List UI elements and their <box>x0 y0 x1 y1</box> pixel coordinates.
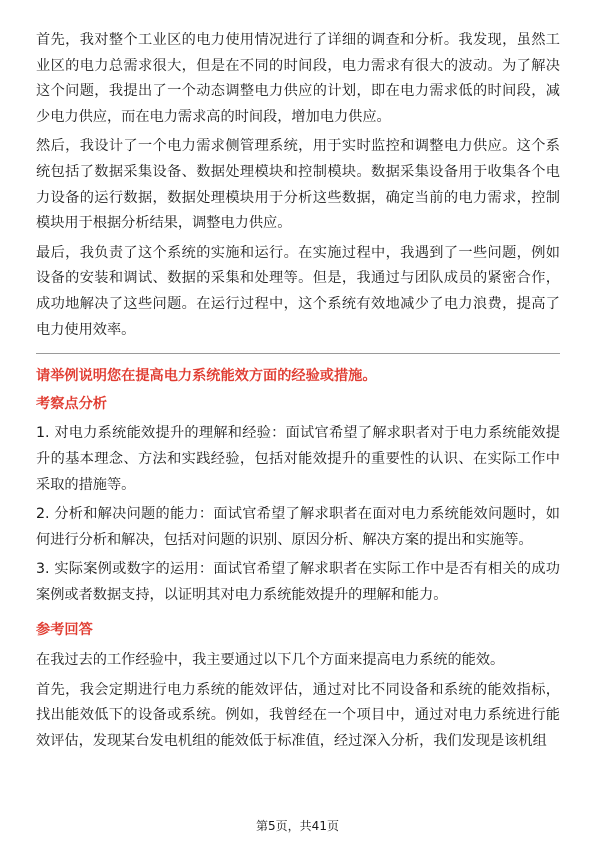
analysis-item: 1. 对电力系统能效提升的理解和经验：面试官希望了解求职者对于电力系统能效提升的基本理念、方法和实践经验，包括对能效提升的重要性的认识、在实际工作中采取的措施等。 <box>36 425 560 493</box>
body-paragraph: 首先，我对整个工业区的电力使用情况进行了详细的调查和分析。我发现，虽然工业区的电力总需求很大，但是在不同的时间段，电力需求有很大的波动。为了解决这个问题，我提出了一个动态调整电力供应的计划，即在电力需求低的时间段，减少电力供应，而在电力需求高的时间段，增加电力供应。 <box>36 32 560 125</box>
body-paragraph: 最后，我负责了这个系统的实施和运行。在实施过程中，我遇到了一些问题，例如设备的安装和调试、数据的采集和处理等。但是，我通过与团队成员的紧密合作，成功地解决了这些问题。在运行过程中，这个系统有效地减少了电力浪费，提高了电力使用效率。 <box>36 244 560 338</box>
analysis-list <box>36 421 560 608</box>
section-divider <box>36 353 560 354</box>
question-title: 请举例说明您在提高电力系统能效方面的经验或措施。 <box>36 368 377 385</box>
answer-heading: 参考回答 <box>36 622 93 639</box>
analysis-item: 2. 分析和解决问题的能力：面试官希望了解求职者在面对电力系统能效问题时，如何进行分析和解决，包括对问题的识别、原因分析、解决方案的提出和实施等。 <box>36 506 560 548</box>
answer-paragraph: 在我过去的工作经验中，我主要通过以下几个方面来提高电力系统的能效。 <box>36 652 505 669</box>
analysis-item: 3. 实际案例或数字的运用：面试官希望了解求职者在实际工作中是否有相关的成功案例或者数据支持，以证明其对电力系统能效提升的理解和能力。 <box>36 561 560 603</box>
answer-paragraph: 首先，我会定期进行电力系统的能效评估，通过对比不同设备和系统的能效指标，找出能效低下的设备或系统。例如，我曾经在一个项目中，通过对电力系统进行能效评估，发现某台发电机组的能效低于标准值，经过深入分析，我们发现是该机组 <box>36 681 560 749</box>
document-page <box>36 28 560 758</box>
page-footer: 第5页，共41页 <box>256 819 339 833</box>
previous-answer-section <box>36 28 560 343</box>
body-paragraph: 然后，我设计了一个电力需求侧管理系统，用于实时监控和调整电力供应。这个系统包括了数据采集设备、数据处理模块和控制模块。数据采集设备用于收集各个电力设备的运行数据，数据处理模块用于分析这些数据，确定当前的电力需求，控制模块用于根据分析结果，调整电力供应。 <box>36 138 560 232</box>
answer-body <box>36 648 560 754</box>
analysis-heading: 考察点分析 <box>36 395 107 412</box>
